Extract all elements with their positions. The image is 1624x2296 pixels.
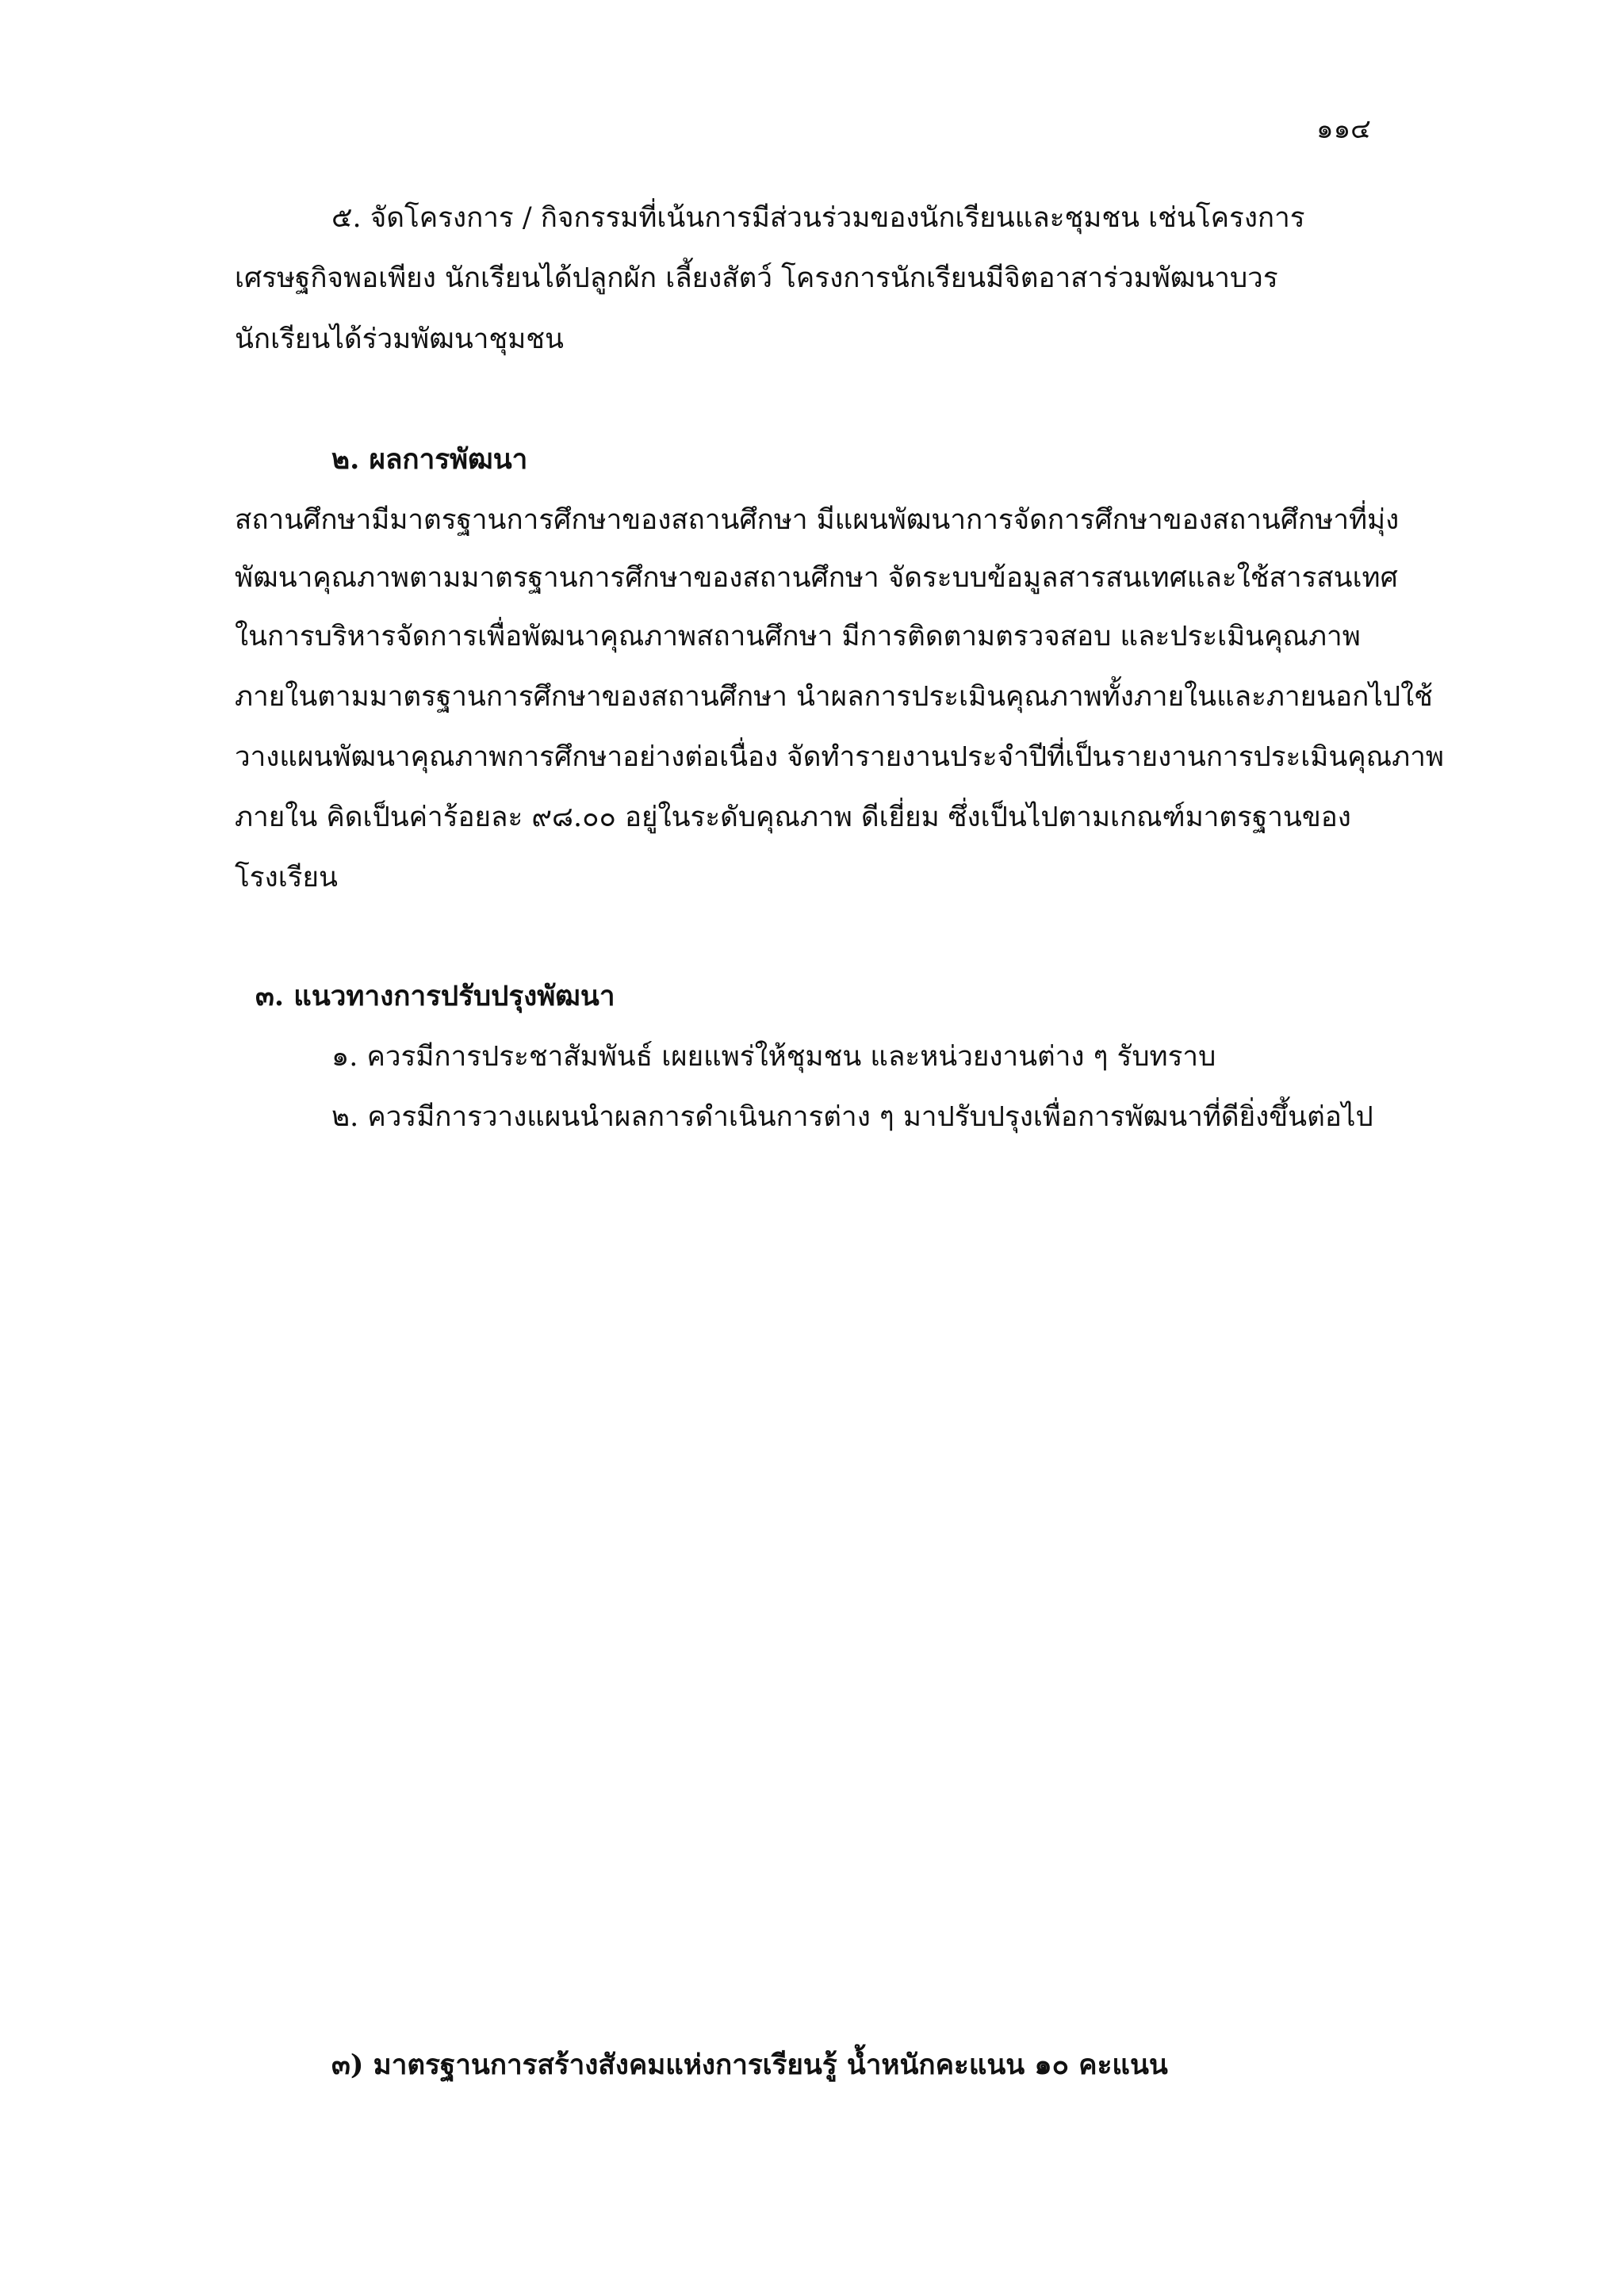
- intro-line-3: นักเรียนได้ร่วมพัฒนาชุมชน: [235, 323, 564, 355]
- section2-line-6: ภายใน คิดเป็นค่าร้อยละ ๙๘.๐๐ อยู่ในระดับคุณภาพ ดีเยี่ยม ซึ่งเป็นไปตามเกณฑ์มาตรฐานของ: [235, 802, 1351, 833]
- section3-heading: ๓. แนวทางการปรับปรุงพัฒนา: [255, 980, 615, 1012]
- section2-line-3: ในการบริหารจัดการเพื่อพัฒนาคุณภาพสถานศึกษา มีการติดตามตรวจสอบ และประเมินคุณภาพ: [235, 621, 1361, 652]
- intro-line-2: เศรษฐกิจพอเพียง นักเรียนได้ปลูกผัก เลี้ยงสัตว์ โครงการนักเรียนมีจิตอาสาร่วมพัฒนาบวร: [235, 262, 1278, 294]
- section2-line-4: ภายในตามมาตรฐานการศึกษาของสถานศึกษา นำผลการประเมินคุณภาพทั้งภายในและภายนอกไปใช้: [235, 681, 1433, 713]
- section2-heading: ๒. ผลการพัฒนา: [331, 443, 528, 476]
- intro-line-1: ๕. จัดโครงการ / กิจกรรมที่เน้นการมีส่วนร่วมของนักเรียนและชุมชน เช่นโครงการ: [331, 202, 1305, 234]
- standard-heading: ๓) มาตรฐานการสร้างสังคมแห่งการเรียนรู้ น้ำหนักคะแนน ๑๐ คะแนน: [331, 2049, 1168, 2081]
- section2-line-1: สถานศึกษามีมาตรฐานการศึกษาของสถานศึกษา มีแผนพัฒนาการจัดการศึกษาของสถานศึกษาที่มุ่ง: [235, 504, 1400, 536]
- section2-line-2: พัฒนาคุณภาพตามมาตรฐานการศึกษาของสถานศึกษา จัดระบบข้อมูลสารสนเทศและใช้สารสนเทศ: [235, 562, 1398, 594]
- section3-item-2: ๒. ควรมีการวางแผนนำผลการดำเนินการต่าง ๆ มาปรับปรุงเพื่อการพัฒนาที่ดียิ่งขึ้นต่อไป: [331, 1101, 1373, 1133]
- section2-line-7: โรงเรียน: [235, 862, 338, 894]
- section2-line-5: วางแผนพัฒนาคุณภาพการศึกษาอย่างต่อเนื่อง จัดทำรายงานประจำปีที่เป็นรายงานการประเมินคุณภาพ: [235, 741, 1444, 773]
- page-number: ๑๑๔: [1316, 113, 1371, 145]
- section3-item-1: ๑. ควรมีการประชาสัมพันธ์ เผยแพร่ให้ชุมชน และหน่วยงานต่าง ๆ รับทราบ: [331, 1041, 1216, 1073]
